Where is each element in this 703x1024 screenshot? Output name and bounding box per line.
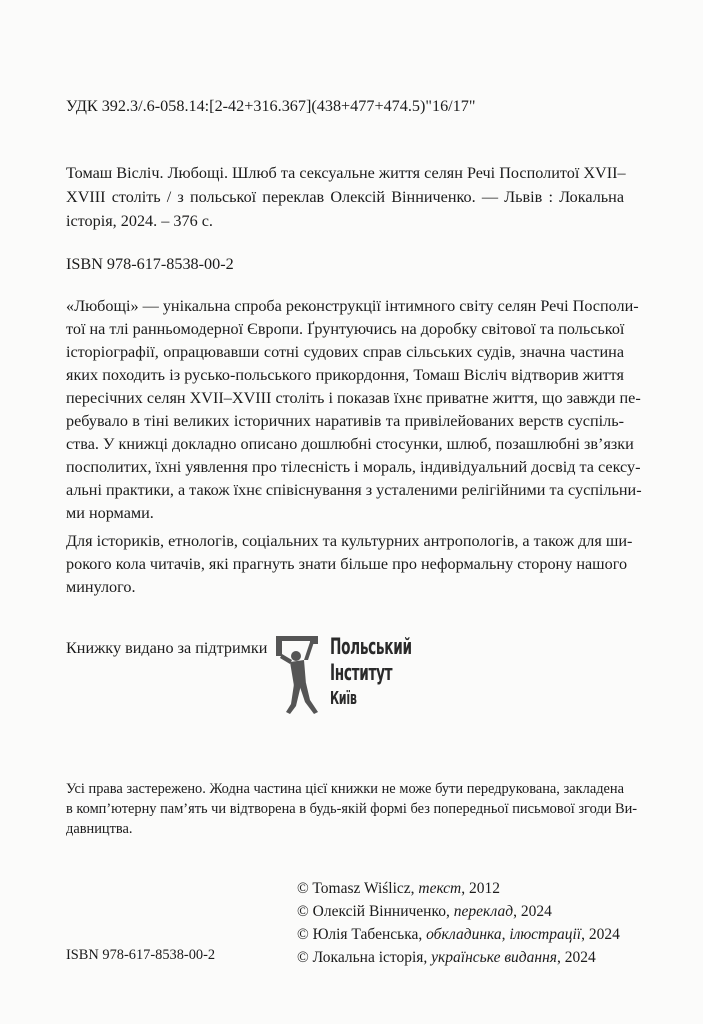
logo-line-2: Інститут xyxy=(330,661,393,686)
annotation-line: ми нормами. xyxy=(66,504,154,522)
copyright-line xyxy=(297,903,552,921)
copyright-year: , 2024 xyxy=(581,926,620,943)
annotation-line: ребувало в тіні великих історичних наративів та привілейованих верств суспіль- xyxy=(66,412,624,430)
logo-line-1: Польський xyxy=(330,635,412,660)
annotation-line: яких походить із русько-польського прикордоння, Томаш Вісліч відтворив життя xyxy=(66,366,624,384)
copyright-role: переклад xyxy=(453,903,514,920)
annotation-line: тої на тлі ранньомодерної Європи. Ґрунтуючись на доробку світової та польської xyxy=(66,320,625,338)
audience-line: рокого кола читачів, які прагнуть знати більше про неформальну сторону нашого xyxy=(66,555,628,573)
annotation-line: ства. У книжці докладно описано дошлюбні стосунки, шлюб, позашлюбні зв’язки xyxy=(66,435,634,453)
person-carrying-box-icon xyxy=(274,634,328,716)
bibliography-line: історія, 2024. – 376 с. xyxy=(66,212,213,230)
audience-line: минулого. xyxy=(66,578,136,596)
bibliography-line: Томаш Вісліч. Любощі. Шлюб та сексуальне життя селян Речі Посполитої XVII– xyxy=(66,164,626,182)
copyright-year: , 2024 xyxy=(513,903,552,920)
support-label: Книжку видано за підтримки xyxy=(66,639,268,657)
annotation-line: історіографії, опрацювавши сотні судових справ сільських судів, значна частина xyxy=(66,343,624,361)
copyright-year: , 2012 xyxy=(461,880,500,897)
isbn-bottom: ISBN 978-617-8538-00-2 xyxy=(66,947,216,963)
annotation-line: альні практики, а також їхнє співіснування з усталеними релігійними та суспільни- xyxy=(66,481,642,499)
rights-line: в комп’ютерну пам’ять чи відтворена в будь-якій формі без попередньої письмової згоди Ви- xyxy=(66,801,638,817)
copyright-holder: © Олексій Вінниченко, xyxy=(297,903,454,920)
annotation-line: посполитих, їхні уявлення про тілесність і мораль, індивідуальний досвід та сексу- xyxy=(66,458,641,476)
rights-line: Усі права застережено. Жодна частина цієї книжки не може бути передрукована, закладена xyxy=(66,781,624,797)
copyright-role: обкладинка, ілюстрації xyxy=(426,926,582,943)
rights-line: давництва. xyxy=(66,821,133,837)
bibliography-line: XVIII століть / з польської переклав Олексій Вінниченко. — Львів : Локальна xyxy=(66,188,624,206)
copyright-holder: © Юлія Табенська, xyxy=(297,926,427,943)
copyright-holder: © Локальна історія xyxy=(297,949,424,966)
copyright-holder: © Tomasz Wiślicz, xyxy=(297,880,419,897)
copyright-line xyxy=(297,880,500,898)
copyright-role: текст xyxy=(418,880,462,897)
isbn-top: ISBN 978-617-8538-00-2 xyxy=(66,255,234,273)
annotation-line: «Любощі» — унікальна спроба реконструкції інтимного світу селян Речі Посполи- xyxy=(66,297,639,315)
annotation-line: пересічних селян XVII–XVIII століть і показав їхнє приватне життя, що завжди пе- xyxy=(66,389,641,407)
copyright-role: , українське видання xyxy=(423,949,557,966)
copyright-line xyxy=(297,949,596,967)
copyright-year: , 2024 xyxy=(556,949,596,966)
logo-line-3: Київ xyxy=(330,688,357,709)
copyright-line xyxy=(297,926,620,944)
audience-line: Для істориків, етнологів, соціальних та культурних антропологів, а також для ши- xyxy=(66,532,633,550)
udk-code: УДК 392.3/.6-058.14:[2-42+316.367](438+477+474.5)"16/17" xyxy=(66,97,476,115)
